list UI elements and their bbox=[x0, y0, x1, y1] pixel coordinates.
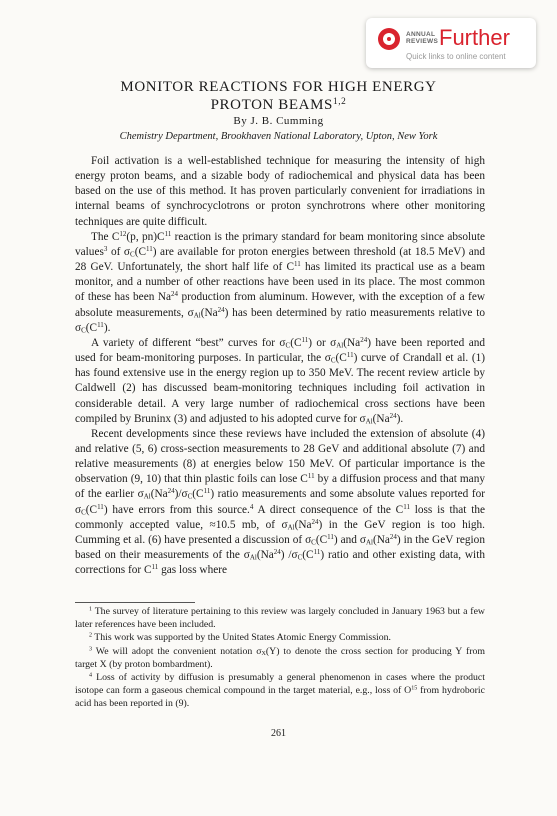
footnote-4: $^4$ Loss of activity by diffusion is presumably a general phenomenon in cases where the product isotope can form a gaseous chemical compound in the target material, e.g., loss of $O^{15}$ from hydroboric acid has been reported in (9). bbox=[75, 672, 486, 710]
paragraph-1: Foil activation is a well-established technique for measuring the intensity of high energy proton beams, and a sizable body of radiochemical and physical data has been based on the use of this method. It has proven particularly convenient for irradiations in internal beams of synchrocyclotrons or proton synchrotrons where other monitoring techniques are quite difficult. bbox=[75, 155, 485, 228]
paragraph-4: Recent developments since these reviews have included the extension of absolute (4) and relative (5, 6) cross-section measurements to 28 GeV and additional absolute (7) and relative measurements (8) at energies below 150 MeV. Of particular importance is the observation (9, 10) that thin plastic foils can lose $C^{11}$ by a diffusion process and that many of the earlier $\sigma_{Al}(Na^{24})/\sigma_C(C^{11})$ ratio measurements and some absolute values reported for $\sigma_C(C^{11})$ have errors from this source.$^4$ A direct consequence of the $C^{11}$ loss is that the commonly accepted value, ≈10.5 mb, of $\sigma_{Al}(Na^{24})$ in the GeV region is too high. Cumming et al. (6) have presented a discussion of $\sigma_C(C^{11})$ and $\sigma_{Al}(Na^{24})$ in the GeV region based on their measurements of the $\sigma_{Al}(Na^{24})$ $/\sigma_C(C^{11})$ ratio and other existing data, with corrections for $C^{11}$ gas loss where bbox=[75, 427, 485, 577]
footnote-3: $^3$ We will adopt the convenient notation $\sigma_X(Y)$ to denote the cross section for producing Y from target X (by proton bombardment). bbox=[75, 645, 485, 670]
annual-reviews-logo-icon bbox=[378, 28, 400, 50]
badge-quick-links-label: Quick links to online content bbox=[406, 52, 506, 61]
author-affiliation: Chemistry Department, Brookhaven National Laboratory, Upton, New York bbox=[119, 131, 438, 142]
paragraph-2: The $C^{12}(p$, $pn)C^{11}$ reaction is the primary standard for beam monitoring since absolute values$^3$ of $\sigma_C(C^{11})$ are available for proton energies between threshold (at 18.5 MeV) and 28 GeV. Unfortunately, the short half life of $C^{11}$ has limited its practical use as a beam monitor, and a number of other reactions have been used in its place. The most common of these has been Na$^{24}$ production from aluminum. However, with the exception of a few absolute measurements, $\sigma_{Al}(Na^{24})$ has been determined by ratio measurements relative to $\sigma_C(C^{11})$. bbox=[75, 229, 486, 335]
footnote-1: $^1$ The survey of literature pertaining to this review was largely concluded in January 1963 but a few later references have been included. bbox=[75, 606, 485, 631]
footnotes bbox=[75, 605, 485, 711]
footnote-2: $^2$ This work was supported by the United States Atomic Energy Commission. bbox=[89, 632, 391, 644]
paragraph-3: A variety of different “best” curves for $\sigma_C(C^{11})$ or $\sigma_{Al}(Na^{24})$ have been reported and used for beam-monitoring purposes. In particular, the $\sigma_C(C^{11})$ curve of Crandall et al. (1) has found extensive use in the energy region up to 350 MeV. The recent review article by Caldwell (2) has discussed beam-monitoring techniques including foil activation in considerable detail. A very large number of radiochemical cross sections have been compiled by Bruninx (3) and adjusted to his adopted curve for $\sigma_{Al}(Na^{24})$. bbox=[75, 336, 486, 426]
author-byline: By J. B. Cumming bbox=[233, 115, 324, 127]
article-title-line-1: MONITOR REACTIONS FOR HIGH ENERGY bbox=[120, 79, 437, 95]
annual-reviews-further-badge[interactable] bbox=[366, 18, 536, 68]
footnote-divider bbox=[75, 602, 195, 603]
article-body bbox=[75, 154, 485, 578]
badge-publisher-label: ANNUAL REVIEWS bbox=[406, 31, 439, 45]
article-title-line-2: PROTON BEAMS$^{1,2}$ bbox=[210, 96, 347, 113]
page-number: 261 bbox=[271, 728, 286, 739]
badge-further-label: Further bbox=[439, 25, 510, 50]
